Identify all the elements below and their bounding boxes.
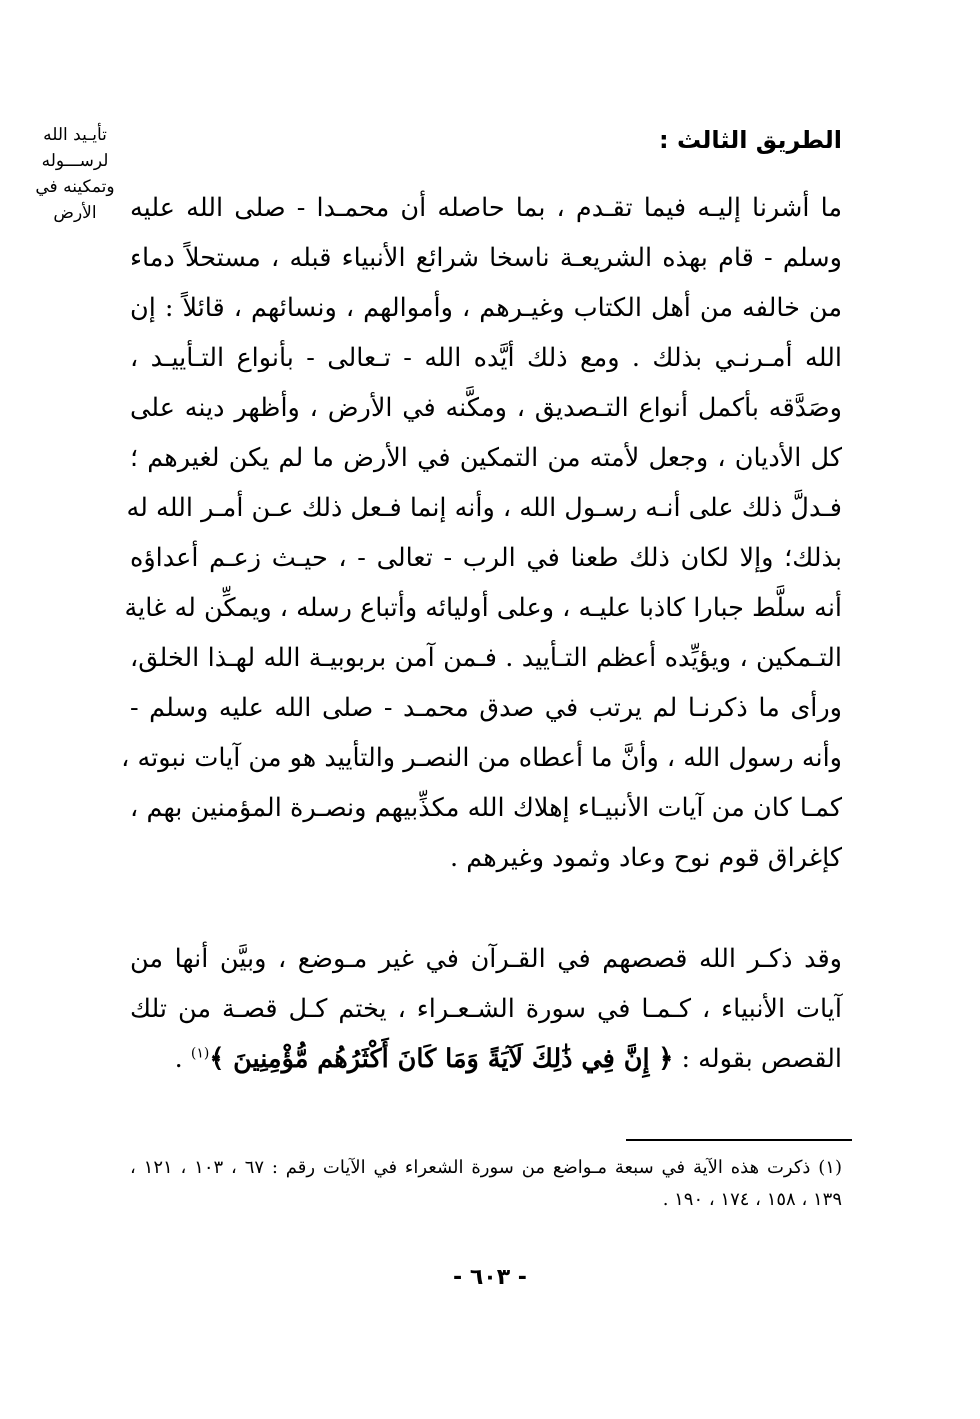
text-line: وسلم - قام بهذه الشريعـة ناسخا شرائع الأنبياء قبله ، مستحلاً دماء xyxy=(130,243,842,273)
sentence-end: . xyxy=(174,1044,191,1074)
text-line: كمـا كان من آيات الأنبيـاء إهلاك الله مكذِّبيهم ونصـرة المؤمنين بهم ، xyxy=(130,793,842,823)
paragraph-1 xyxy=(121,183,842,883)
margin-note-line: لرســـوله xyxy=(41,151,109,171)
text-line: كل الأديان ، وجعل لأمته من التمكين في الأرض ما لم يكن لغيرهم ؛ xyxy=(130,443,842,473)
footnote xyxy=(130,1152,842,1216)
footnote-divider xyxy=(626,1139,852,1141)
text-line: بذلك؛ وإلا لكان ذلك طعنا في الرب - تعالى - ، حيـث زعـم أعداؤه xyxy=(130,543,842,573)
quran-verse: ﴿ إِنَّ فِي ذَٰلِكَ لَآيَةً وَمَا كَانَ أَكْثَرُهُم مُّؤْمِنِينَ ﴾ xyxy=(209,1044,674,1074)
text-line: التـمكين ، ويؤيِّده أعظم التـأييد . فـمن آمن بربوبيـة الله لهـذا الخلق، xyxy=(130,643,842,673)
margin-note xyxy=(16,122,134,226)
page-number: - ٦٠٣ - xyxy=(453,1265,527,1290)
footnote-line: ١٣٩ ، ١٥٨ ، ١٧٤ ، ١٩٠ . xyxy=(662,1189,842,1210)
footnote-marker: (١) xyxy=(190,1045,210,1062)
paragraph-2 xyxy=(130,934,842,1084)
margin-note-line: الأرض xyxy=(53,203,97,223)
verse-intro: القصص بقوله : xyxy=(673,1044,842,1074)
text-line: وصَدَّقه بأكمل أنواع التـصديق ، ومكَّنه في الأرض ، وأظهر دينه على xyxy=(130,393,842,423)
text-line: من خالفه من أهل الكتاب وغيـرهم ، وأموالهم ، ونسائهم ، قائلاً : إن xyxy=(130,293,842,323)
text-line: وأنه رسول الله ، وأنَّ ما أعطاه من النصـر والتأييد هو من آيات نبوته ، xyxy=(121,743,842,773)
text-line-with-verse xyxy=(130,1034,842,1084)
margin-note-line: تأيـيد الله xyxy=(43,125,107,145)
margin-note-line: وتمكينه في xyxy=(35,177,115,197)
text-line: كإغراق قوم نوح وعاد وثمود وغيرهم . xyxy=(450,843,842,873)
text-line: الله أمـرنـي بذلك . ومع ذلك أيَّده الله - تـعالى - بأنواع التـأييـد ، xyxy=(130,343,842,373)
text-line: آيات الأنبياء ، كـمـا في سورة الشـعـراء ، يختم كـل قصـة من تلك xyxy=(130,994,842,1024)
text-line: أنه سلَّط جبارا كاذبا عليـه ، وعلى أوليائه وأتباع رسله ، ويمكِّن له غاية xyxy=(124,593,842,623)
text-line: فـدلَّ ذلك على أنـه رسـول الله ، وأنه إنما فـعل ذلك عـن أمـر الله له xyxy=(126,493,842,523)
text-line: وقد ذكـر الله قصصهم في القـرآن في غير مـوضع ، وبيَّن أنها من xyxy=(130,944,842,974)
footnote-line: (١) ذكرت هذه الآية في سبعة مـواضع من سورة الشعراء في الآيات رقم : ٦٧ ، ١٠٣ ، ١٢١ ، xyxy=(130,1157,842,1178)
text-line: ما أشرنا إليـه فيما تقـدم ، بما حاصله أن محمـدا - صلى الله عليه xyxy=(130,193,842,223)
section-heading: الطريق الثالث : xyxy=(659,126,842,154)
text-line: ورأى ما ذكرنـا لم يرتب في صدق محمـد - صلى الله عليه وسلم - xyxy=(130,693,842,723)
